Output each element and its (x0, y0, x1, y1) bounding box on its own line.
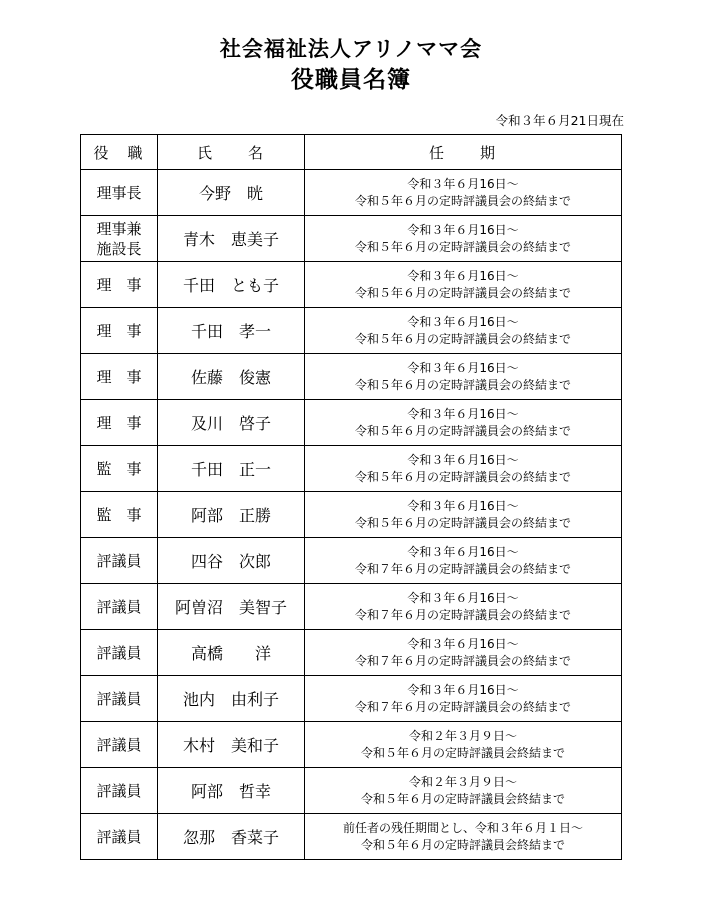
cell-name: 今野 晄 (158, 170, 305, 216)
table-row (81, 492, 622, 538)
table-row (81, 768, 622, 814)
table-header-row (81, 135, 622, 170)
table-row (81, 814, 622, 860)
cell-name: 佐藤 俊憲 (158, 354, 305, 400)
cell-term (305, 584, 622, 630)
cell-name: 阿曽沼 美智子 (158, 584, 305, 630)
term-end: 令和７年６月の定時評議員会の終結まで (354, 699, 571, 714)
table-row (81, 630, 622, 676)
term-start: 令和３年６月16日～ (407, 498, 519, 513)
term-start: 令和３年６月16日～ (407, 222, 519, 237)
cell-position: 監 事 (81, 492, 158, 538)
term-end: 令和５年６月の定時評議員会の終結まで (354, 193, 571, 208)
table-row (81, 262, 622, 308)
officer-roster-table (80, 134, 622, 860)
term-start: 令和３年６月16日～ (407, 682, 519, 697)
cell-position: 理 事 (81, 308, 158, 354)
cell-term (305, 308, 622, 354)
cell-term (305, 446, 622, 492)
table-row (81, 354, 622, 400)
cell-position: 理事長 (81, 170, 158, 216)
cell-term (305, 492, 622, 538)
cell-name: 木村 美和子 (158, 722, 305, 768)
term-end: 令和７年６月の定時評議員会の終結まで (354, 607, 571, 622)
term-end: 令和５年６月の定時評議員会の終結まで (354, 515, 571, 530)
cell-name: 及川 啓子 (158, 400, 305, 446)
cell-name: 高橋 洋 (158, 630, 305, 676)
table-row (81, 170, 622, 216)
term-end: 令和５年６月の定時評議員会の終結まで (354, 285, 571, 300)
term-start: 令和３年６月16日～ (407, 360, 519, 375)
term-start: 令和３年６月16日～ (407, 452, 519, 467)
cell-name: 青木 恵美子 (158, 216, 305, 262)
document-title: 社会福祉法人アリノママ会 (219, 37, 483, 61)
cell-name: 千田 とも子 (158, 262, 305, 308)
header-term: 任 期 (305, 135, 622, 170)
table-row (81, 446, 622, 492)
term-start: 令和２年３月９日～ (408, 728, 517, 743)
table-row (81, 722, 622, 768)
cell-term (305, 722, 622, 768)
term-end: 令和５年６月の定時評議員会終結まで (360, 837, 565, 852)
term-start: 令和３年６月16日～ (407, 636, 519, 651)
header-position: 役 職 (81, 135, 158, 170)
cell-name: 阿部 哲幸 (158, 768, 305, 814)
term-end: 令和７年６月の定時評議員会の終結まで (354, 653, 571, 668)
term-end: 令和５年６月の定時評議員会の終結まで (354, 239, 571, 254)
term-end: 令和５年６月の定時評議員会の終結まで (354, 423, 571, 438)
cell-position: 評議員 (81, 768, 158, 814)
cell-position: 理 事 (81, 354, 158, 400)
term-start: 令和３年６月16日～ (407, 406, 519, 421)
cell-position: 監 事 (81, 446, 158, 492)
cell-position: 評議員 (81, 630, 158, 676)
table-row (81, 676, 622, 722)
cell-position: 理 事 (81, 262, 158, 308)
term-end: 令和５年６月の定時評議員会終結まで (360, 791, 565, 806)
cell-name: 池内 由利子 (158, 676, 305, 722)
header-name: 氏 名 (158, 135, 305, 170)
table-row (81, 400, 622, 446)
cell-position: 評議員 (81, 538, 158, 584)
table-row (81, 584, 622, 630)
term-start: 令和２年３月９日～ (408, 774, 517, 789)
cell-term (305, 814, 622, 860)
term-end: 令和５年６月の定時評議員会終結まで (360, 745, 565, 760)
term-start: 令和３年６月16日～ (407, 176, 519, 191)
table-row (81, 216, 622, 262)
cell-position: 理事兼 施設長 (81, 216, 158, 262)
table-row (81, 308, 622, 354)
cell-position: 評議員 (81, 676, 158, 722)
cell-name: 千田 正一 (158, 446, 305, 492)
term-start: 令和３年６月16日～ (407, 268, 519, 283)
as-of-date: 令和３年６月21日現在 (495, 113, 624, 128)
term-start: 前任者の残任期間とし、令和３年６月１日～ (342, 820, 583, 835)
term-start: 令和３年６月16日～ (407, 314, 519, 329)
term-end: 令和７年６月の定時評議員会の終結まで (354, 561, 571, 576)
term-end: 令和５年６月の定時評議員会の終結まで (354, 331, 571, 346)
cell-position: 評議員 (81, 584, 158, 630)
cell-term (305, 630, 622, 676)
table-row (81, 538, 622, 584)
document-subtitle: 役職員名簿 (291, 67, 411, 93)
cell-name: 忽那 香菜子 (158, 814, 305, 860)
cell-position: 理 事 (81, 400, 158, 446)
term-end: 令和５年６月の定時評議員会の終結まで (354, 377, 571, 392)
term-start: 令和３年６月16日～ (407, 544, 519, 559)
cell-term (305, 262, 622, 308)
term-end: 令和５年６月の定時評議員会の終結まで (354, 469, 571, 484)
cell-term (305, 676, 622, 722)
cell-term (305, 768, 622, 814)
cell-name: 阿部 正勝 (158, 492, 305, 538)
cell-name: 四谷 次郎 (158, 538, 305, 584)
cell-name: 千田 孝一 (158, 308, 305, 354)
cell-term (305, 216, 622, 262)
cell-term (305, 170, 622, 216)
cell-term (305, 538, 622, 584)
term-start: 令和３年６月16日～ (407, 590, 519, 605)
cell-term (305, 400, 622, 446)
cell-term (305, 354, 622, 400)
cell-position: 評議員 (81, 814, 158, 860)
cell-position: 評議員 (81, 722, 158, 768)
